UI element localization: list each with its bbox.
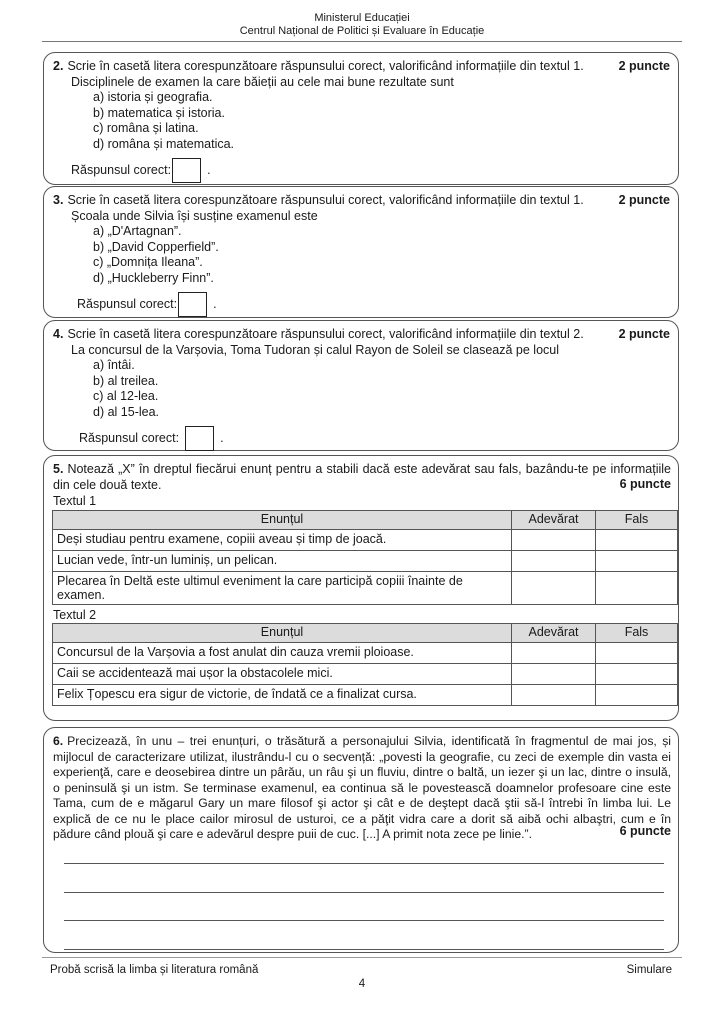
option-a: a) întâi. — [93, 358, 135, 372]
answer-label: Răspunsul corect: — [77, 296, 178, 311]
question-instruction: Scrie în casetă litera corespunzătoare răspunsului corect, valorificând informațiile din textul 1. — [67, 59, 584, 73]
question-3: 3. Scrie în casetă litera corespunzătoare răspunsului corect, valorificând informațiile din textul 1. 2 puncte Școala unde Silvia își susține examenul este a) „D'Artagnan”. b) „David Copperfield”. c) „Domnița Ileana”. d) „Huckleberry Finn”. Răspunsul corect: . — [43, 186, 679, 318]
question-4: 4. Scrie în casetă litera corespunzătoare răspunsului corect, valorificând informațiile din textul 2. 2 puncte La concursul de la Varșovia, Toma Tudoran și calul Rayon de Soleil se clasează pe locul a) întâi. b) al treilea. c) al 12-lea. d) al 15-lea. Răspunsul corect: . — [43, 320, 679, 451]
option-b: b) al treilea. — [93, 373, 159, 388]
false-cell[interactable] — [596, 664, 678, 685]
footer-exam-title: Probă scrisă la limba și literatura română — [50, 964, 259, 976]
statement: Lucian vede, într-un luminiș, un pelican. — [53, 550, 512, 571]
question-stem: La concursul de la Varșovia, Toma Tudoran și calul Rayon de Soleil se clasează pe locul — [71, 342, 560, 357]
table-row — [53, 571, 678, 604]
question-body: Precizează, în unu – trei enunțuri, o trăsătură a personajului Silvia, identificată în fragmentul de mai jos, și mijlocul de caracterizare utilizat, ilustrându-l cu o secvență: „povesti la geografie, cu zeci de exemple din vasta ei experienţă, care e deosebirea dintre un pârău, un râu şi un fluviu, dintre o baltă, un iezer şi un lac, dintre o insulă, o peninsulă şi un istm. Se terminase examenul, ea continua să le povestească doamnelor profesoare cine este Tama, cum de e măgarul Gary un mare filosof şi actor şi cât e de deştept dacă ştii să-l întrebi în limba lui. Le explică de ce nu le place cailor mirosul de usturoi, ce a păţit vidra care a dorit să aibă ochi albaştri, cum e în pădure când plouă şi care e adevărul despre puii de cuc. [...] A primit nota zece pe linie.”. — [53, 734, 671, 841]
option-b: b) matematica și istoria. — [93, 105, 225, 120]
question-6 — [43, 727, 679, 953]
table-row — [53, 643, 678, 664]
column-statement: Enunțul — [53, 624, 512, 643]
option-d: d) „Huckleberry Finn”. — [93, 270, 214, 285]
true-cell[interactable] — [512, 550, 596, 571]
text2-table — [52, 623, 678, 706]
question-instruction: Notează „X” în dreptul fiecărui enunț pentru a stabili dacă este adevărat sau fals, bazându-te pe informațiile din cele două texte. — [53, 462, 671, 492]
question-instruction: Scrie în casetă litera corespunzătoare răspunsului corect, valorificând informațiile din textul 1. — [67, 193, 584, 207]
question-number: 2. — [53, 59, 64, 73]
column-true: Adevărat — [512, 624, 596, 643]
question-stem: Disciplinele de examen la care băieții au cele mai bune rezultate sunt — [71, 74, 454, 89]
table-row — [53, 685, 678, 706]
false-cell[interactable] — [596, 685, 678, 706]
question-points: 6 puncte — [619, 477, 671, 491]
statement: Plecarea în Deltă este ultimul eveniment la care participă copiii înainte de examen. — [53, 571, 512, 604]
text1-table — [52, 510, 678, 605]
question-number: 5. — [53, 462, 64, 476]
column-statement: Enunțul — [53, 510, 512, 529]
question-number: 4. — [53, 327, 64, 341]
footer-divider — [42, 957, 682, 958]
center-name: Centrul Național de Politici și Evaluare în Educație — [239, 25, 485, 37]
answer-line-2[interactable] — [64, 892, 664, 893]
false-cell[interactable] — [596, 571, 678, 604]
statement: Deși studiau pentru examene, copiii aveau și timp de joacă. — [53, 529, 512, 550]
question-number: 3. — [53, 193, 64, 207]
statement: Felix Țopescu era sigur de victorie, de îndată ce a finalizat cursa. — [53, 685, 512, 706]
ministry-name: Ministerul Educației — [314, 12, 410, 24]
true-cell[interactable] — [512, 643, 596, 664]
text1-label: Textul 1 — [53, 494, 97, 508]
table-row — [53, 550, 678, 571]
false-cell[interactable] — [596, 643, 678, 664]
option-c: c) al 12-lea. — [93, 389, 159, 403]
question-points: 6 puncte — [619, 824, 671, 838]
question-2: 2. Scrie în casetă litera corespunzătoare răspunsului corect, valorificând informațiile din textul 1. 2 puncte Disciplinele de examen la care băieții au cele mai bune rezultate sunt a) istoria și geografia. b) matematica și istoria. c) româna și latina. d) româna și matematica. Răspunsul corect: . — [43, 52, 679, 185]
false-cell[interactable] — [596, 550, 678, 571]
statement: Concursul de la Varșovia a fost anulat din cauza vremii ploioase. — [53, 643, 512, 664]
page-header — [0, 12, 724, 38]
table-row — [53, 664, 678, 685]
true-cell[interactable] — [512, 664, 596, 685]
footer-session: Simulare — [626, 964, 672, 976]
option-c: c) româna și latina. — [93, 121, 199, 135]
answer-box[interactable] — [185, 426, 214, 451]
answer-label: Răspunsul corect: — [79, 430, 180, 445]
false-cell[interactable] — [596, 529, 678, 550]
statement: Caii se accidentează mai ușor la obstacolele mici. — [53, 664, 512, 685]
page-number: 4 — [358, 978, 366, 990]
answer-box[interactable] — [172, 158, 201, 183]
header-divider — [42, 41, 682, 42]
answer-line-3[interactable] — [64, 920, 664, 921]
question-instruction: Scrie în casetă litera corespunzătoare răspunsului corect, valorificând informațiile din textul 2. — [67, 327, 584, 341]
question-points: 2 puncte — [618, 59, 670, 73]
answer-box[interactable] — [178, 292, 207, 317]
option-d: d) al 15-lea. — [93, 404, 160, 419]
table-row — [53, 529, 678, 550]
column-false: Fals — [596, 510, 678, 529]
question-number: 6. — [53, 734, 64, 748]
answer-line-1[interactable] — [64, 863, 664, 864]
option-a: a) „D'Artagnan”. — [93, 224, 182, 238]
option-b: b) „David Copperfield”. — [93, 239, 219, 254]
answer-line-4[interactable] — [64, 949, 664, 950]
question-stem: Școala unde Silvia își susține examenul este — [71, 208, 318, 223]
text2-label: Textul 2 — [53, 607, 97, 622]
question-points: 2 puncte — [618, 193, 670, 207]
column-true: Adevărat — [512, 510, 596, 529]
question-points: 2 puncte — [618, 327, 670, 341]
option-c: c) „Domnița Ileana”. — [93, 255, 203, 269]
true-cell[interactable] — [512, 529, 596, 550]
question-5 — [43, 455, 679, 721]
option-d: d) româna și matematica. — [93, 136, 235, 151]
true-cell[interactable] — [512, 571, 596, 604]
option-a: a) istoria și geografia. — [93, 90, 213, 104]
answer-label: Răspunsul corect: — [71, 162, 172, 177]
column-false: Fals — [596, 624, 678, 643]
true-cell[interactable] — [512, 685, 596, 706]
